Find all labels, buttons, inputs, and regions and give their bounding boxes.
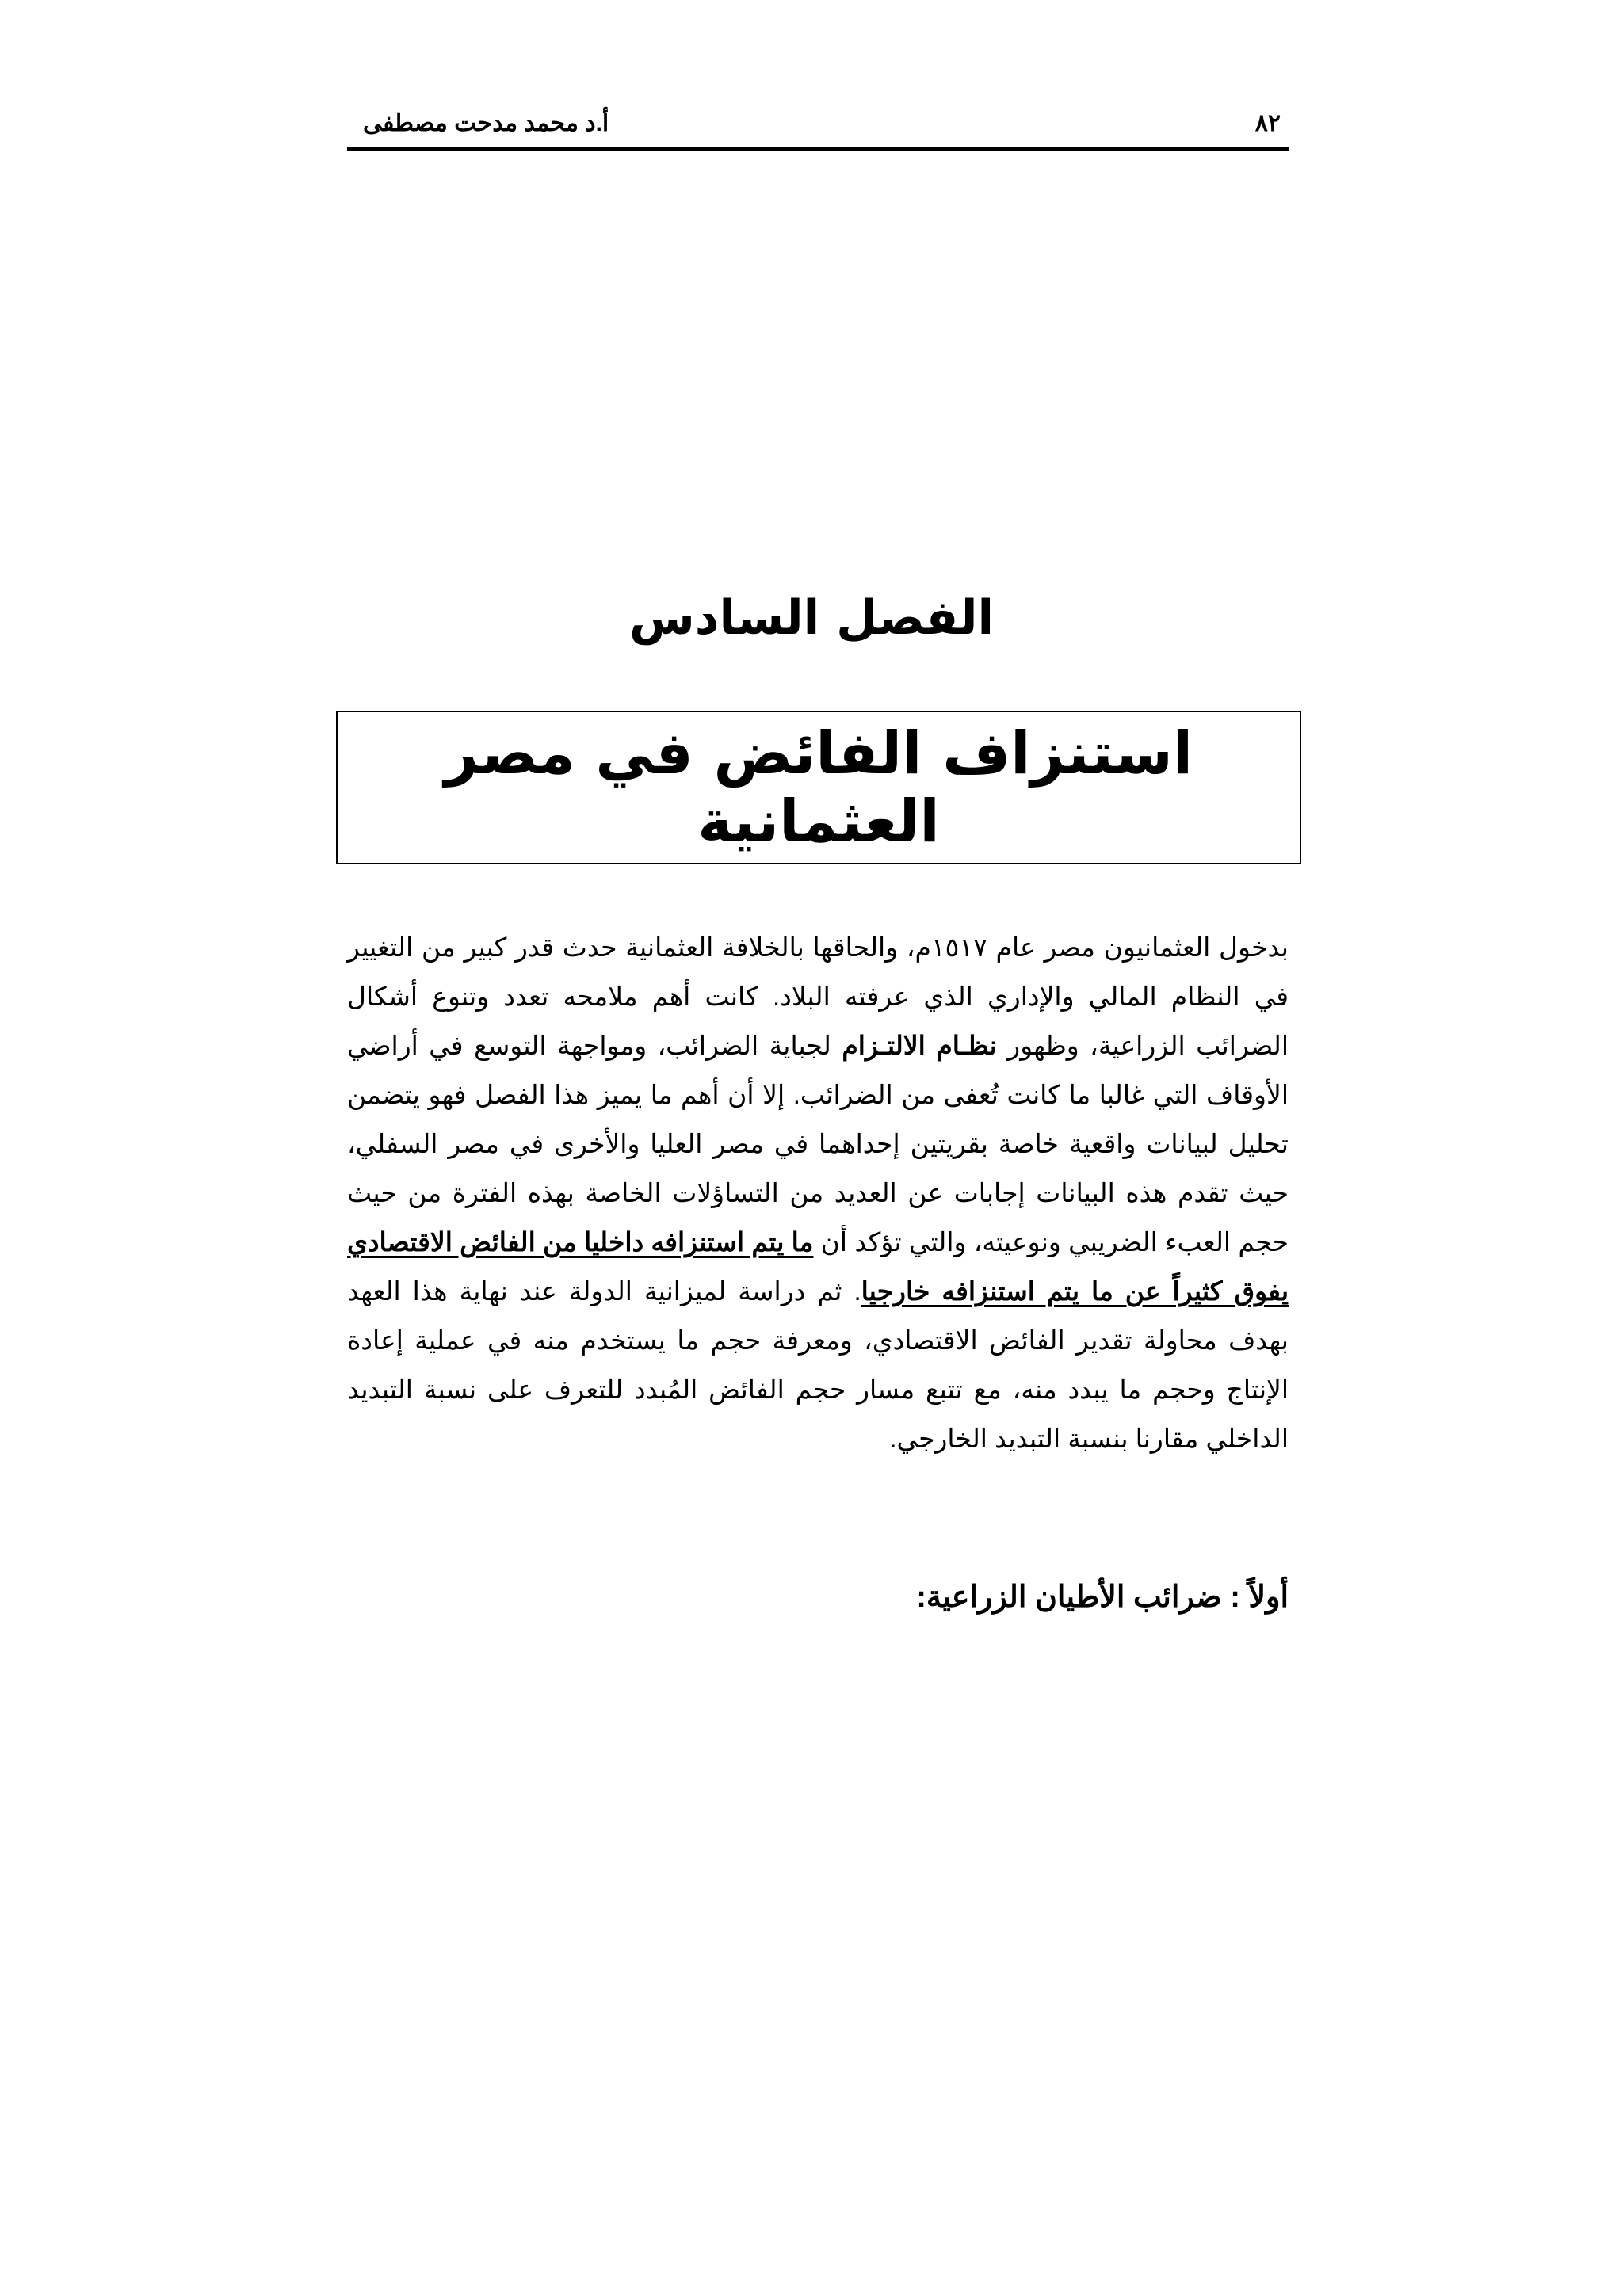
paragraph xyxy=(347,923,1289,1463)
header-author: أ.د محمد مدحت مصطفى xyxy=(363,110,609,136)
chapter-label: الفصل السادس xyxy=(628,590,995,646)
running-header xyxy=(347,101,1289,151)
bold-term: نظـام الالتـزام xyxy=(842,1031,997,1060)
page-number: ٨٢ xyxy=(1254,110,1281,136)
emphasized-statement: ما يتم استنزافه داخليا من الفائض الاقتصادي يفوق كثيراً عن ما يتم استنزافه خارجيا xyxy=(347,1227,1289,1306)
section-heading: أولاً : ضرائب الأطيان الزراعية: xyxy=(916,1581,1289,1614)
paragraph-text-2: لجباية الضرائب، ومواجهة التوسع في أراضي الأوقاف التي غالبا ما كانت تُعفى من الضرائب. إلا أن أهم ما يميز هذا الفصل فهو يتضمن تحليل لبيانات واقعية خاصة بقريتين إحداهما في مصر العليا والأخرى في مصر السفلي، حيث تقدم هذه البيانات إجابات عن العديد من التساؤلات الخاصة بهذه الفترة من حيث حجم العبء الضريبي ونوعيته، والتي تؤكد أن xyxy=(347,1031,1289,1257)
body-paragraph xyxy=(347,923,1289,1463)
paragraph-text-3: . ثم دراسة لميزانية الدولة عند نهاية هذا العهد بهدف محاولة تقدير الفائض الاقتصادي، ومعرفة حجم ما يستخدم منه في عملية إعادة الإنتاج وحجم ما يبدد منه، مع تتبع مسار حجم الفائض المُبدد للتعرف على نسبة التبديد الداخلي مقارنا بنسبة التبديد الخارجي. xyxy=(347,1276,1289,1453)
chapter-title: استنزاف الفائض في مصر العثمانية xyxy=(444,719,1193,856)
paragraph-text-1: بدخول العثمانيون مصر عام ١٥١٧م، والحاقها بالخلافة العثمانية حدث قدر كبير من التغيير في النظام المالي والإداري الذي عرفته البلاد. كانت أهم ملامحه تعدد وتنوع أشكال الضرائب الزراعية، وظهور xyxy=(347,933,1289,1060)
chapter-title-box xyxy=(336,711,1301,864)
